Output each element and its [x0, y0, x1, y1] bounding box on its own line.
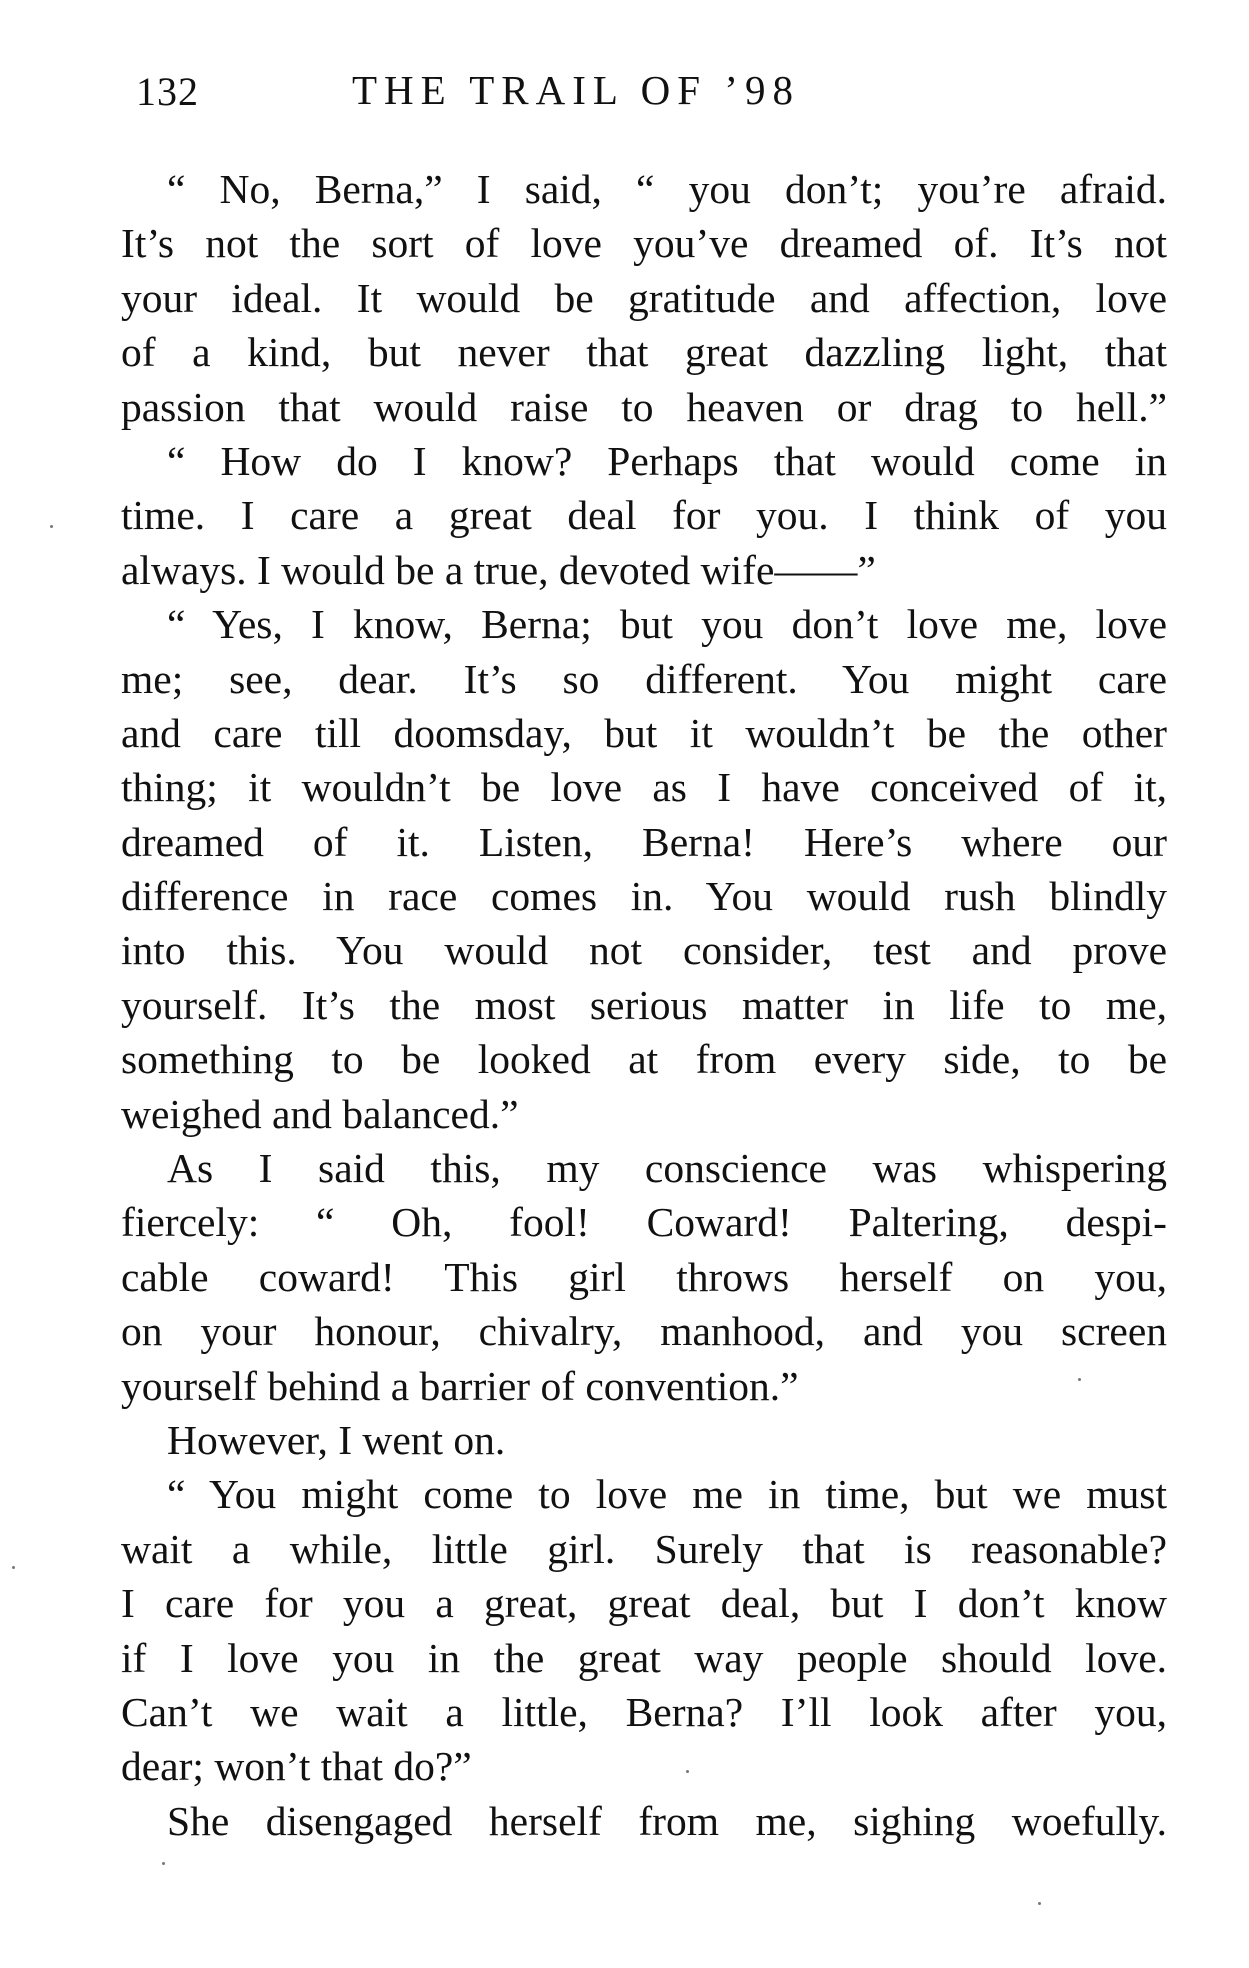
- text-line: me; see, dear. It’s so different. You might care: [121, 655, 1167, 702]
- text-line: passion that would raise to heaven or drag to hell.”: [121, 383, 1167, 430]
- text-line: cable coward! This girl throws herself on you,: [121, 1253, 1167, 1300]
- text-line: on your honour, chivalry, manhood, and you screen: [121, 1308, 1167, 1355]
- text-line: weighed and balanced.”: [121, 1090, 519, 1137]
- text-line: “ How do I know? Perhaps that would come in: [167, 437, 1167, 484]
- speck: [162, 1862, 165, 1865]
- text-line: “ No, Berna,” I said, “ you don’t; you’re afraid.: [167, 166, 1167, 212]
- speck: [1078, 1378, 1081, 1381]
- text-line: She disengaged herself from me, sighing woefully.: [167, 1797, 1167, 1844]
- speck: [1038, 1902, 1041, 1905]
- text-line: Can’t we wait a little, Berna? I’ll look after you,: [121, 1688, 1167, 1735]
- text-line: if I love you in the great way people should love.: [121, 1634, 1167, 1681]
- text-line: difference in race comes in. You would rush blindly: [121, 873, 1167, 920]
- speck: [12, 1566, 15, 1569]
- text-line: wait a while, little girl. Surely that is reasonable?: [121, 1525, 1167, 1572]
- text-line: thing; it wouldn’t be love as I have conceived of it,: [121, 764, 1167, 811]
- text-line: “ You might come to love me in time, but we must: [167, 1471, 1167, 1518]
- speck: [50, 525, 53, 528]
- text-line: of a kind, but never that great dazzling light, that: [121, 329, 1167, 376]
- text-line: yourself. It’s the most serious matter in life to me,: [121, 981, 1167, 1028]
- running-title: THE TRAIL OF ’98: [352, 67, 800, 113]
- text-line: dear; won’t that do?”: [121, 1743, 472, 1790]
- text-line: into this. You would not consider, test and prove: [121, 927, 1167, 974]
- text-line: It’s not the sort of love you’ve dreamed of. It’s not: [121, 220, 1167, 267]
- page-header: [136, 68, 1176, 128]
- text-line: your ideal. It would be gratitude and affection, love: [121, 274, 1167, 321]
- text-line: fiercely: “ Oh, fool! Coward! Paltering, despi-: [121, 1199, 1167, 1246]
- text-line: However, I went on.: [167, 1416, 506, 1463]
- page-number: 132: [136, 69, 199, 114]
- text-line: and care till doomsday, but it wouldn’t be the other: [121, 709, 1167, 756]
- text-line: yourself behind a barrier of convention.”: [121, 1362, 799, 1409]
- text-line: “ Yes, I know, Berna; but you don’t love me, love: [167, 601, 1167, 648]
- text-line: As I said this, my conscience was whispering: [167, 1145, 1167, 1192]
- text-line: dreamed of it. Listen, Berna! Here’s where our: [121, 818, 1167, 865]
- text-line: always. I would be a true, devoted wife——”: [121, 546, 876, 593]
- text-line: time. I care a great deal for you. I think of you: [121, 492, 1167, 539]
- text-line: something to be looked at from every side, to be: [121, 1036, 1167, 1083]
- text-line: I care for you a great, great deal, but I don’t know: [121, 1580, 1167, 1627]
- body-text: [121, 162, 1167, 1848]
- speck: [686, 1770, 689, 1773]
